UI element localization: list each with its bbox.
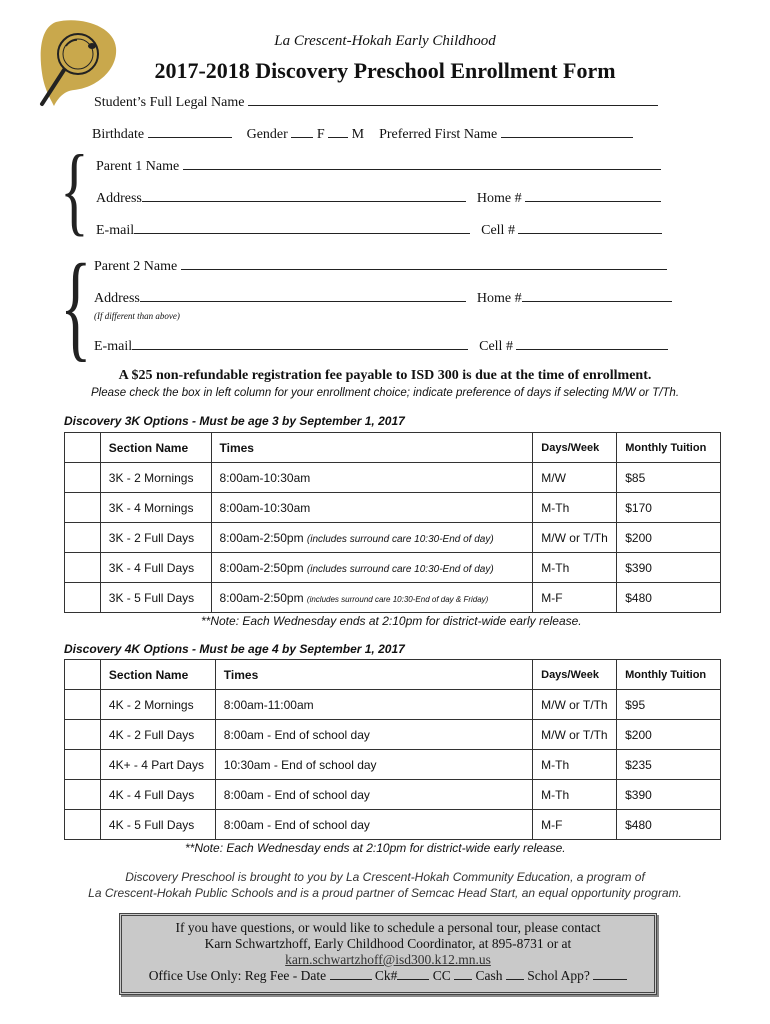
cash-label: Cash <box>475 968 503 983</box>
time-detail: (includes surround care 10:30-End of day) <box>306 533 494 545</box>
times-cell: 10:30am - End of school day <box>215 750 532 780</box>
tuition-cell: $235 <box>617 750 721 780</box>
monthly-tuition-header: Monthly Tuition <box>617 660 721 690</box>
parent2-cell-field[interactable] <box>516 338 668 350</box>
parent2-brace: { <box>60 239 92 372</box>
contact-line-2: Karn Schwartzhoff, Early Childhood Coordinator, at 895-8731 or at <box>204 936 572 951</box>
preferred-name-label: Preferred First Name <box>379 127 498 142</box>
section-name-cell: 4K - 2 Full Days <box>100 720 215 750</box>
table-row <box>65 583 721 613</box>
days-cell: M-Th <box>533 750 617 780</box>
table-row <box>65 750 721 780</box>
enroll-checkbox[interactable] <box>65 463 101 493</box>
enroll-checkbox[interactable] <box>65 583 101 613</box>
table-row <box>65 493 721 523</box>
parent1-name-label: Parent 1 Name <box>96 159 180 174</box>
days-week-header: Days/Week <box>533 433 617 463</box>
options-3k-note: **Note: Each Wednesday ends at 2:10pm for district-wide early release. <box>201 614 582 628</box>
parent1-home-field[interactable] <box>525 190 661 202</box>
times-cell: 8:00am - End of school day <box>215 780 532 810</box>
tuition-cell: $170 <box>617 493 721 523</box>
parent2-address-field[interactable] <box>140 290 466 302</box>
times-cell: 8:00am-10:30am <box>211 493 533 523</box>
parent2-address-note: (If different than above) <box>94 311 180 321</box>
fee-notice: A $25 non-refundable registration fee payable to ISD 300 is due at the time of enrollment. <box>118 368 652 383</box>
student-legal-name-field[interactable] <box>248 94 658 106</box>
table-row <box>65 553 721 583</box>
times-cell <box>211 583 533 613</box>
time-detail: (includes surround care 10:30-End of day) <box>306 563 494 575</box>
table-header-row <box>65 433 721 463</box>
options-3k-title: Discovery 3K Options - Must be age 3 by September 1, 2017 <box>64 414 405 428</box>
table-header-row <box>65 660 721 690</box>
options-3k-table <box>64 432 721 613</box>
times-cell: 8:00am-11:00am <box>215 690 532 720</box>
parent1-home-label: Home # <box>476 191 522 206</box>
options-4k-title: Discovery 4K Options - Must be age 4 by September 1, 2017 <box>64 642 405 656</box>
footer-line-2: La Crescent-Hokah Public Schools and is a proud partner of Semcac Head Start, an equal opportunity program. <box>88 886 682 900</box>
times-header: Times <box>215 660 532 690</box>
student-legal-name-label: Student’s Full Legal Name <box>94 95 245 110</box>
days-cell: M/W or T/Th <box>533 720 617 750</box>
schol-app-field[interactable] <box>593 970 627 980</box>
gender-m-label: M <box>351 127 365 142</box>
table-row <box>65 780 721 810</box>
tuition-cell: $200 <box>617 720 721 750</box>
section-name-cell: 3K - 2 Full Days <box>100 523 211 553</box>
options-4k-note: **Note: Each Wednesday ends at 2:10pm for district-wide early release. <box>185 841 566 855</box>
time-value: 8:00am-2:50pm <box>219 530 304 545</box>
schol-app-label: Schol App? <box>527 968 590 983</box>
parent2-address-label: Address <box>94 291 140 306</box>
enroll-checkbox[interactable] <box>65 493 101 523</box>
parent1-address-field[interactable] <box>142 190 466 202</box>
section-name-cell: 4K - 4 Full Days <box>100 780 215 810</box>
monthly-tuition-header: Monthly Tuition <box>617 433 721 463</box>
section-name-header: Section Name <box>100 660 215 690</box>
time-value: 8:00am-2:50pm <box>219 590 304 605</box>
student-details-row <box>92 126 633 143</box>
parent2-email-label: E-mail <box>94 339 133 354</box>
enroll-checkbox[interactable] <box>65 720 101 750</box>
checkbox-header <box>65 660 101 690</box>
days-cell: M-Th <box>533 553 617 583</box>
parent2-home-field[interactable] <box>522 290 672 302</box>
parent1-email-row <box>96 222 662 239</box>
days-cell: M-Th <box>533 780 617 810</box>
enroll-checkbox[interactable] <box>65 690 101 720</box>
birthdate-label: Birthdate <box>92 127 145 142</box>
days-cell: M-F <box>533 583 617 613</box>
tuition-cell: $480 <box>617 810 721 840</box>
enroll-checkbox[interactable] <box>65 810 101 840</box>
parent1-name-row <box>96 158 661 175</box>
checkbox-header <box>65 433 101 463</box>
gender-label: Gender <box>246 127 288 142</box>
parent1-email-field[interactable] <box>134 222 470 234</box>
table-row <box>65 463 721 493</box>
tuition-cell: $95 <box>617 690 721 720</box>
preferred-name-field[interactable] <box>501 126 633 138</box>
fee-instructions: Please check the box in left column for your enrollment choice; indicate preference of days if selecting M/W or T/Th. <box>90 387 680 399</box>
times-header: Times <box>211 433 533 463</box>
times-cell <box>211 523 533 553</box>
birthdate-field[interactable] <box>148 126 232 138</box>
times-cell: 8:00am - End of school day <box>215 810 532 840</box>
section-name-cell: 3K - 4 Full Days <box>100 553 211 583</box>
enroll-checkbox[interactable] <box>65 780 101 810</box>
parent2-name-row <box>94 258 667 275</box>
enroll-checkbox[interactable] <box>65 523 101 553</box>
parent2-name-label: Parent 2 Name <box>94 259 178 274</box>
parent1-cell-field[interactable] <box>518 222 662 234</box>
days-cell: M/W or T/Th <box>533 523 617 553</box>
footer-line-1: Discovery Preschool is brought to you by La Crescent-Hokah Community Education, a program of <box>125 870 645 884</box>
times-cell: 8:00am-10:30am <box>211 463 533 493</box>
student-legal-name-row <box>94 94 658 111</box>
enroll-checkbox[interactable] <box>65 553 101 583</box>
table-row <box>65 810 721 840</box>
section-name-cell: 4K - 5 Full Days <box>100 810 215 840</box>
table-row <box>65 720 721 750</box>
tuition-cell: $200 <box>617 523 721 553</box>
days-cell: M-Th <box>533 493 617 523</box>
ck-field[interactable] <box>397 970 429 980</box>
cc-label: CC <box>432 968 451 983</box>
table-row <box>65 690 721 720</box>
parent1-brace: { <box>60 134 89 245</box>
reg-fee-date-field[interactable] <box>330 970 372 980</box>
parent1-address-row <box>96 190 661 207</box>
section-name-header: Section Name <box>100 433 211 463</box>
parent2-home-label: Home # <box>476 291 522 306</box>
office-use-label: Office Use Only: Reg Fee - Date <box>148 968 327 983</box>
parent1-address-label: Address <box>96 191 142 206</box>
parent2-email-field[interactable] <box>132 338 468 350</box>
tuition-cell: $390 <box>617 553 721 583</box>
tuition-cell: $85 <box>617 463 721 493</box>
contact-box <box>119 913 657 995</box>
gender-f-field[interactable] <box>291 126 313 138</box>
parent2-cell-label: Cell # <box>479 339 513 354</box>
table-row <box>65 523 721 553</box>
parent2-name-field[interactable] <box>181 258 667 270</box>
tuition-cell: $390 <box>617 780 721 810</box>
ck-label: Ck# <box>374 968 398 983</box>
parent2-address-row <box>94 290 672 307</box>
times-cell: 8:00am - End of school day <box>215 720 532 750</box>
parent1-email-label: E-mail <box>96 223 135 238</box>
org-name: La Crescent-Hokah Early Childhood <box>274 33 496 49</box>
days-week-header: Days/Week <box>533 660 617 690</box>
days-cell: M-F <box>533 810 617 840</box>
section-name-cell: 4K - 2 Mornings <box>100 690 215 720</box>
days-cell: M/W <box>533 463 617 493</box>
cash-field[interactable] <box>506 970 524 980</box>
section-name-cell: 3K - 2 Mornings <box>100 463 211 493</box>
page-title: 2017-2018 Discovery Preschool Enrollment Form <box>154 58 616 83</box>
gender-m-field[interactable] <box>328 126 348 138</box>
time-value: 8:00am-2:50pm <box>219 560 304 575</box>
cc-field[interactable] <box>454 970 472 980</box>
office-use-row <box>122 968 654 984</box>
contact-email-link[interactable]: karn.schwartzhoff@isd300.k12.mn.us <box>285 952 491 967</box>
section-name-cell: 4K+ - 4 Part Days <box>100 750 215 780</box>
options-4k-table <box>64 659 721 840</box>
parent2-email-row <box>94 338 668 355</box>
section-name-cell: 3K - 5 Full Days <box>100 583 211 613</box>
section-name-cell: 3K - 4 Mornings <box>100 493 211 523</box>
times-cell <box>211 553 533 583</box>
time-detail: (includes surround care 10:30-End of day & Friday) <box>306 594 489 604</box>
parent1-cell-label: Cell # <box>481 223 515 238</box>
contact-line-1: If you have questions, or would like to schedule a personal tour, please contact <box>175 920 601 935</box>
enroll-checkbox[interactable] <box>65 750 101 780</box>
days-cell: M/W or T/Th <box>533 690 617 720</box>
parent1-name-field[interactable] <box>183 158 661 170</box>
tuition-cell: $480 <box>617 583 721 613</box>
gender-f-label: F <box>316 127 325 142</box>
